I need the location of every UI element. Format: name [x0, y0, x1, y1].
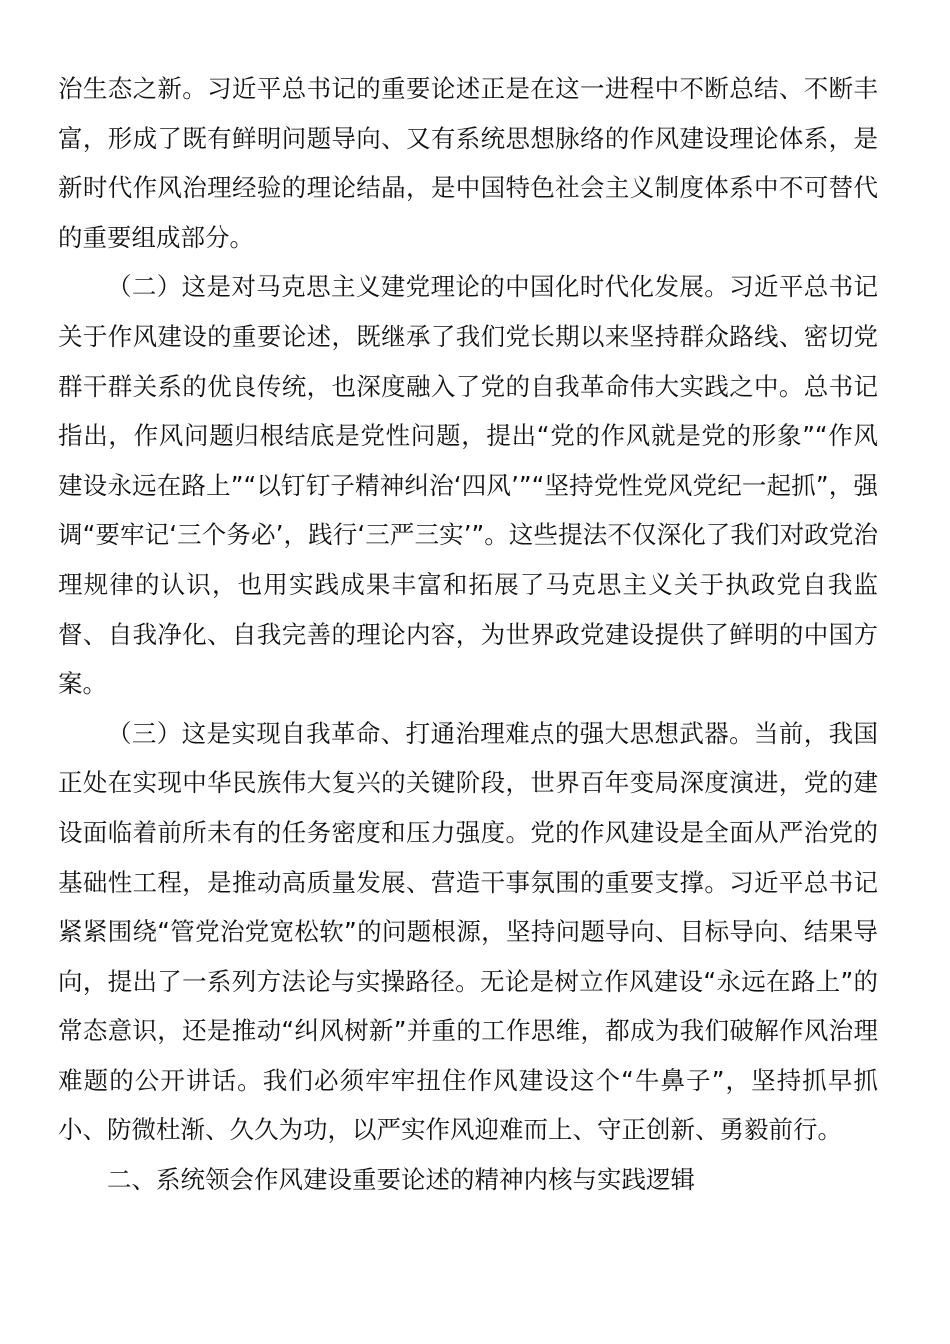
paragraph-continuation: 治生态之新。习近平总书记的重要论述正是在这一进程中不断总结、不断丰富，形成了既有鲜明问题导向、又有系统思想脉络的作风建设理论体系，是新时代作风治理经验的理论结晶，是中国特色社会主义制度体系中不可替代的重要组成部分。 — [58, 74, 878, 252]
section-heading: 二、系统领会作风建设重要论述的精神内核与实践逻辑 — [107, 1165, 695, 1195]
document-page — [58, 64, 878, 1205]
paragraph-section-2: （二）这是对马克思主义建党理论的中国化时代化发展。习近平总书记关于作风建设的重要论述，既继承了我们党长期以来坚持群众路线、密切党群干群关系的优良传统，也深度融入了党的自我革命伟大实践之中。总书记指出，作风问题归根结底是党性问题，提出“党的作风就是党的形象”“作风建设永远在路上”“以钉钉子精神纠治‘四风’”“坚持党性党风党纪一起抓”，强调“要牢记‘三个务必’，践行‘三严三实’”。这些提法不仅深化了我们对政党治理规律的认识，也用实践成果丰富和拓展了马克思主义关于执政党自我监督、自我净化、自我完善的理论内容，为世界政党建设提供了鲜明的中国方案。 — [58, 272, 878, 699]
paragraph-section-3: （三）这是实现自我革命、打通治理难点的强大思想武器。当前，我国正处在实现中华民族伟大复兴的关键阶段，世界百年变局深度演进，党的建设面临着前所未有的任务密度和压力强度。党的作风建设是全面从严治党的基础性工程，是推动高质量发展、营造干事氛围的重要支撑。习近平总书记紧紧围绕“管党治党宽松软”的问题根源，坚持问题导向、目标导向、结果导向，提出了一系列方法论与实操路径。无论是树立作风建设“永远在路上”的常态意识，还是推动“纠风树新”并重的工作思维，都成为我们破解作风治理难题的公开讲话。我们必须牢牢扭住作风建设这个“牛鼻子”，坚持抓早抓小、防微杜渐、久久为功，以严实作风迎难而上、守正创新、勇毅前行。 — [58, 718, 878, 1145]
